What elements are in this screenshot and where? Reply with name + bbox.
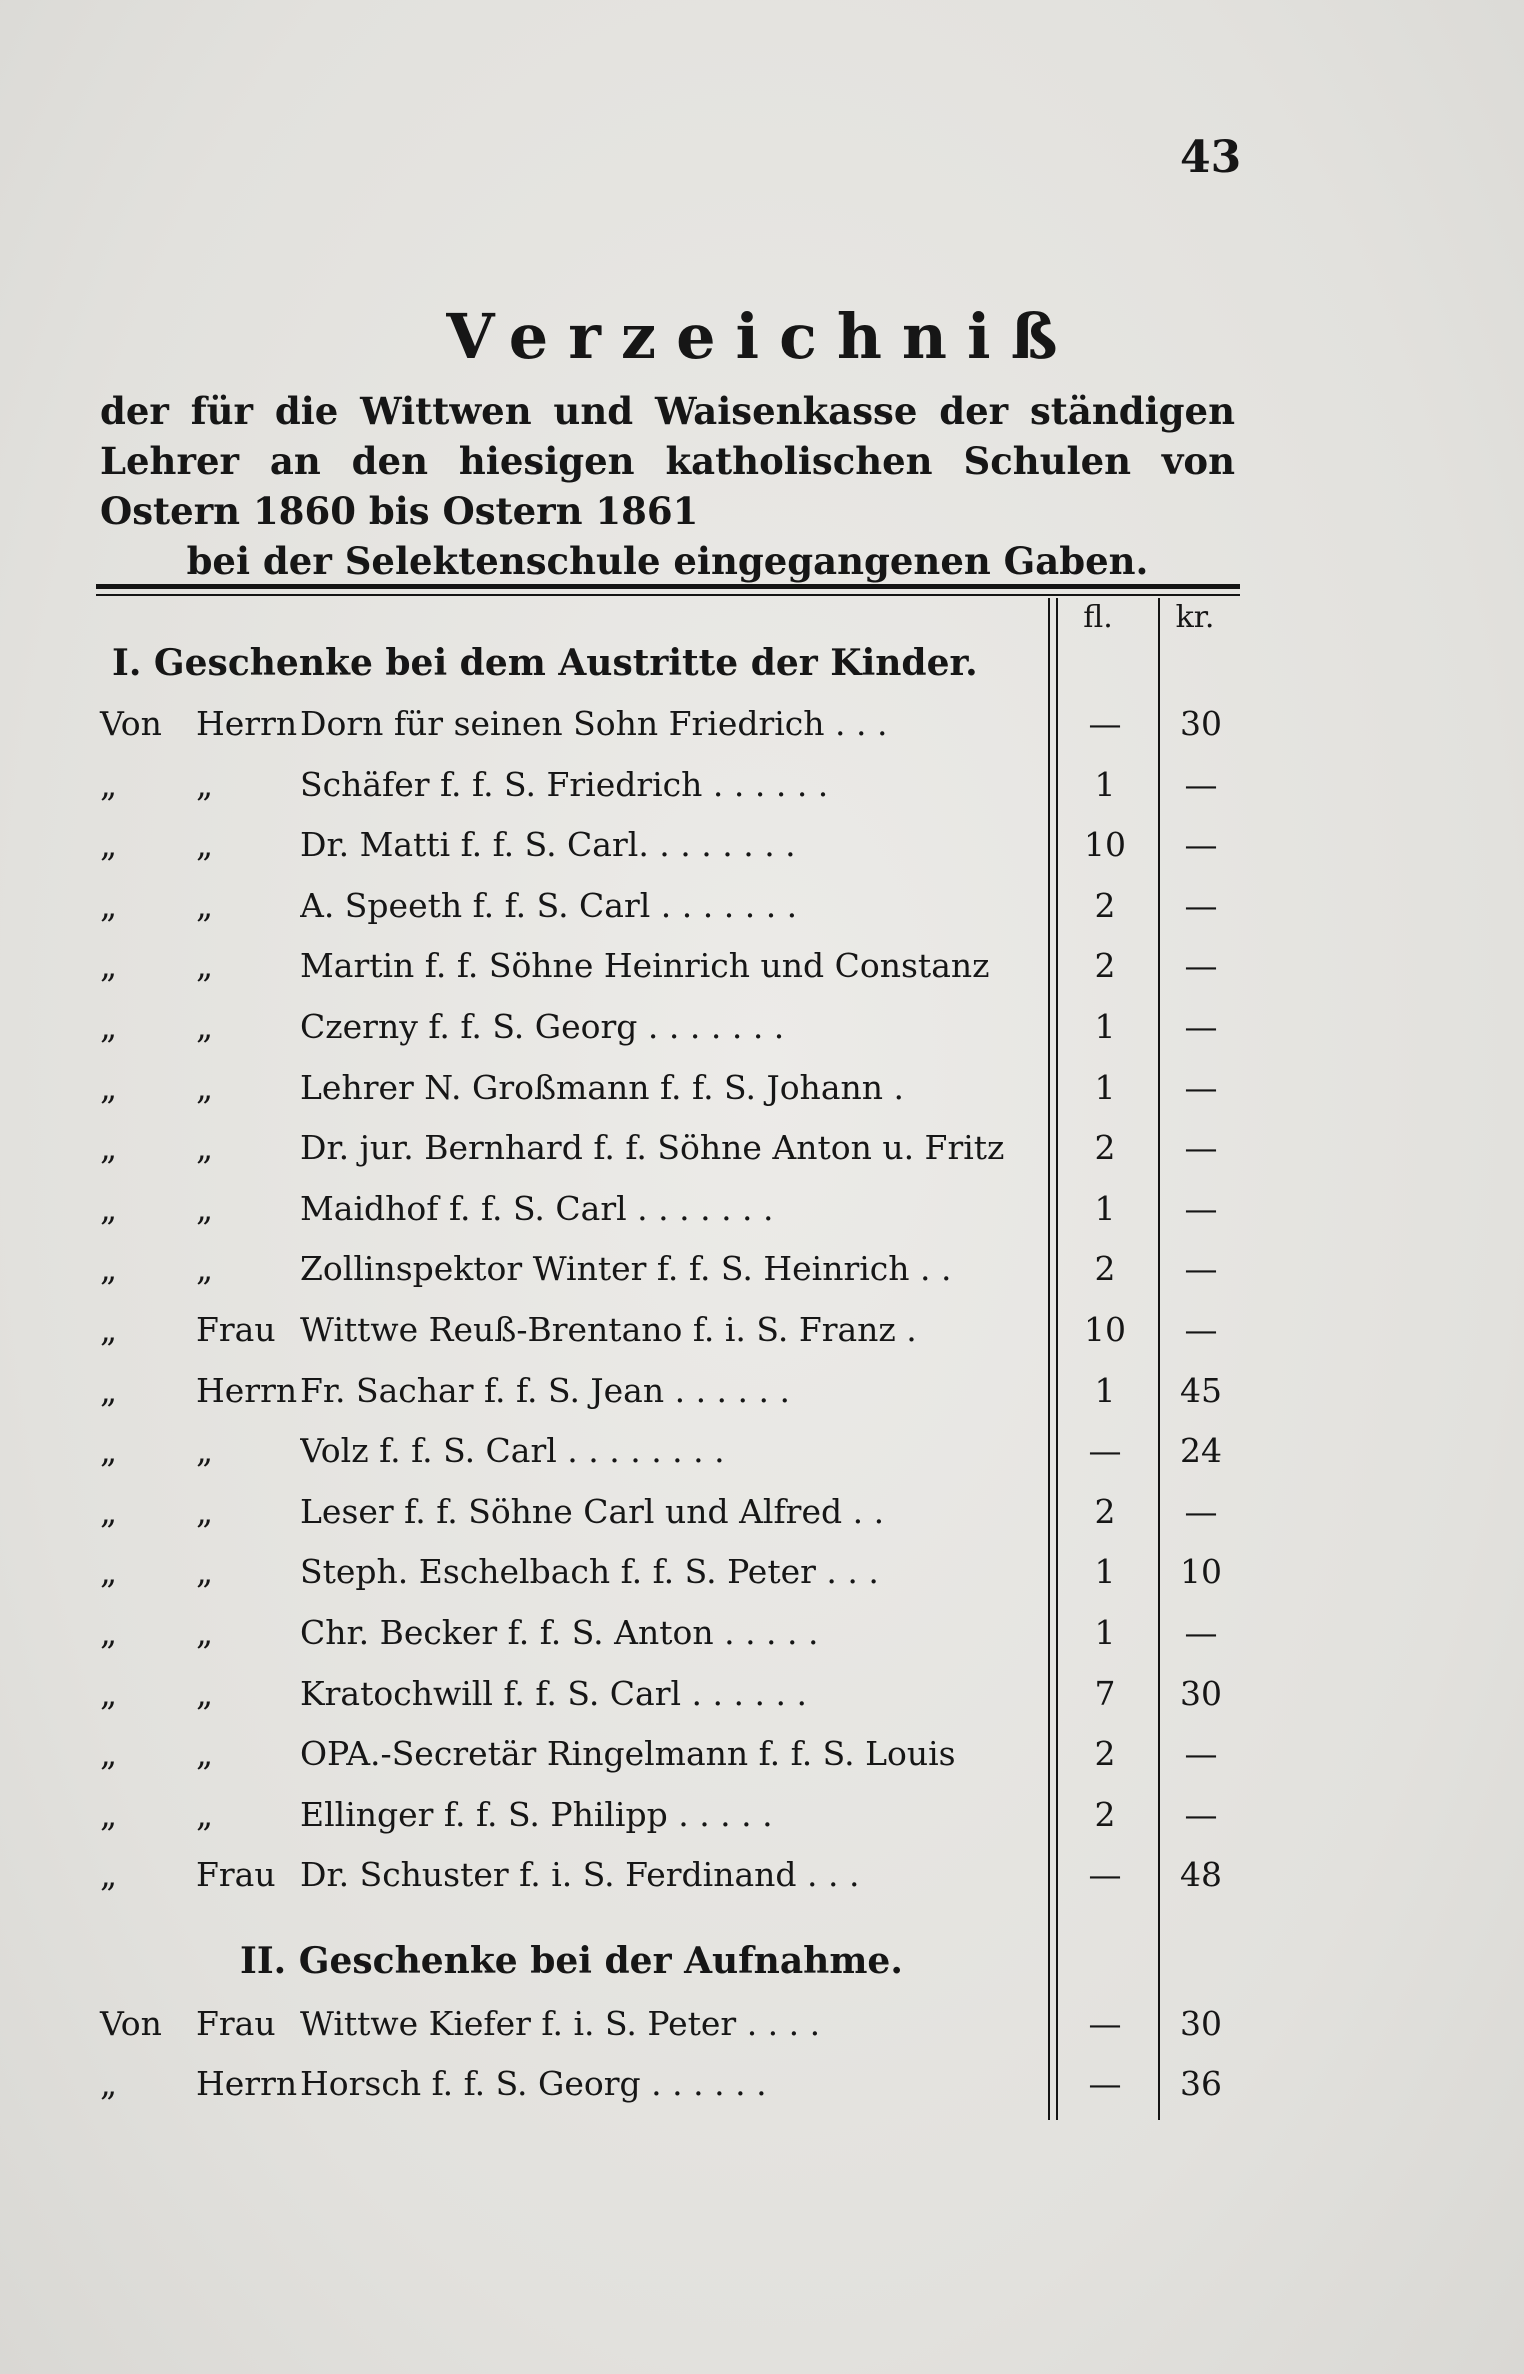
- table-row: [100, 1247, 1240, 1291]
- entry-kreuzer: —: [1184, 764, 1218, 804]
- entry-kreuzer: —: [1184, 1188, 1218, 1228]
- entry-title: „: [196, 1067, 214, 1107]
- entry-title: „: [196, 1673, 214, 1713]
- entry-prefix: Von: [100, 704, 162, 743]
- entry-description: Schäfer f. f. S. Friedrich . . . . . .: [300, 764, 829, 804]
- subtitle-line: hiesigen katholischen Schulen von Ostern 1860 bis Ostern 1861: [100, 439, 1236, 533]
- entry-description: Leser f. f. Söhne Carl und Alfred . .: [300, 1491, 885, 1531]
- column-header-kr: kr.: [1175, 600, 1215, 635]
- table-row: [100, 1490, 1240, 1534]
- table-row: [100, 1672, 1240, 1716]
- page-number: 43: [1180, 132, 1242, 183]
- entry-florin: 2: [1094, 1491, 1116, 1531]
- entry-description: Ellinger f. f. S. Philipp . . . . .: [300, 1794, 773, 1834]
- entry-kreuzer: —: [1184, 1794, 1218, 1834]
- entry-kreuzer: 30: [1180, 1673, 1222, 1713]
- entry-kreuzer: —: [1184, 1491, 1218, 1531]
- entry-prefix: „: [100, 1673, 118, 1713]
- entry-kreuzer: 45: [1180, 1370, 1222, 1410]
- entry-florin: —: [1088, 1431, 1122, 1471]
- table-row: [100, 1066, 1240, 1110]
- entry-title: Herrn: [196, 704, 298, 743]
- subtitle-line: bei der Selektenschule eingegangenen Gaben.: [186, 539, 1149, 583]
- entry-kreuzer: —: [1184, 1128, 1218, 1168]
- entry-florin: 2: [1094, 946, 1116, 986]
- entry-title: Frau: [196, 1310, 276, 1349]
- entry-prefix: „: [100, 1794, 118, 1834]
- entry-title: „: [196, 825, 214, 865]
- entry-florin: 10: [1084, 825, 1126, 865]
- entry-prefix: „: [100, 885, 118, 925]
- entry-florin: 2: [1094, 1249, 1116, 1289]
- entry-prefix: „: [100, 1007, 118, 1046]
- entry-florin: 2: [1094, 885, 1116, 925]
- table-row: [100, 1550, 1240, 1594]
- entry-description: Dorn für seinen Sohn Friedrich . . .: [300, 704, 888, 743]
- entry-description: Wittwe Reuß-Brentano f. i. S. Franz .: [300, 1310, 917, 1349]
- table-row: [100, 1126, 1240, 1170]
- entry-description: A. Speeth f. f. S. Carl . . . . . . .: [300, 885, 798, 925]
- entry-kreuzer: 30: [1180, 704, 1222, 743]
- entry-prefix: „: [100, 2064, 118, 2103]
- table-row: [100, 1793, 1240, 1837]
- entry-title: „: [196, 1734, 214, 1774]
- document-title: Verzeichniß: [446, 300, 1078, 373]
- entry-description: Chr. Becker f. f. S. Anton . . . . .: [300, 1613, 819, 1652]
- entry-description: Czerny f. f. S. Georg . . . . . . .: [300, 1007, 785, 1046]
- entry-prefix: „: [100, 825, 118, 865]
- column-header-fl: fl.: [1083, 600, 1113, 635]
- table-row: [100, 1732, 1240, 1776]
- table-row: [100, 944, 1240, 988]
- entry-kreuzer: —: [1184, 825, 1218, 865]
- entry-description: Horsch f. f. S. Georg . . . . . .: [300, 2064, 767, 2103]
- entry-kreuzer: 10: [1180, 1552, 1222, 1592]
- entry-title: Herrn: [196, 2064, 298, 2103]
- entry-kreuzer: 30: [1180, 2004, 1222, 2043]
- table-row: [100, 702, 1240, 746]
- section-heading: II. Geschenke bei der Aufnahme.: [240, 1940, 903, 1982]
- entry-title: „: [196, 1188, 214, 1228]
- entry-prefix: „: [100, 764, 118, 804]
- entry-description: Dr. Schuster f. i. S. Ferdinand . . .: [300, 1855, 860, 1895]
- entry-description: Kratochwill f. f. S. Carl . . . . . .: [300, 1673, 807, 1713]
- entry-prefix: „: [100, 1188, 118, 1228]
- entry-kreuzer: —: [1184, 1007, 1218, 1046]
- entry-prefix: „: [100, 1370, 118, 1410]
- entry-florin: —: [1088, 2004, 1122, 2043]
- entry-kreuzer: 36: [1180, 2064, 1222, 2103]
- entry-prefix: „: [100, 1613, 118, 1652]
- entry-kreuzer: —: [1184, 1310, 1218, 1349]
- entry-florin: 1: [1094, 764, 1116, 804]
- entry-florin: —: [1088, 704, 1122, 743]
- entry-florin: 2: [1094, 1128, 1116, 1168]
- document-subtitle: [100, 386, 1235, 586]
- table-row: [100, 1853, 1240, 1897]
- entry-florin: 1: [1094, 1552, 1116, 1592]
- entry-description: Fr. Sachar f. f. S. Jean . . . . . .: [300, 1370, 790, 1410]
- entry-florin: —: [1088, 1855, 1122, 1895]
- table-row: [100, 1611, 1240, 1655]
- entry-prefix: „: [100, 1067, 118, 1107]
- entry-title: „: [196, 946, 214, 986]
- entry-kreuzer: —: [1184, 1067, 1218, 1107]
- entry-florin: 7: [1094, 1673, 1116, 1713]
- entry-prefix: „: [100, 1249, 118, 1289]
- entry-kreuzer: —: [1184, 1734, 1218, 1774]
- table-row: [100, 1369, 1240, 1413]
- entry-description: Volz f. f. S. Carl . . . . . . . .: [300, 1431, 725, 1471]
- entry-title: „: [196, 1249, 214, 1289]
- entry-title: Frau: [196, 1855, 276, 1895]
- entry-description: Martin f. f. Söhne Heinrich und Constanz: [300, 946, 990, 986]
- subtitle-line: der für die Wittwen und Waisenkasse der ständigen Lehrer an den: [100, 389, 1235, 483]
- entry-title: „: [196, 1613, 214, 1652]
- entry-kreuzer: 24: [1180, 1431, 1222, 1471]
- entry-prefix: „: [100, 1734, 118, 1774]
- entry-title: „: [196, 1431, 214, 1471]
- entry-title: „: [196, 1794, 214, 1834]
- table-row: [100, 823, 1240, 867]
- entry-description: OPA.-Secretär Ringelmann f. f. S. Louis: [300, 1734, 956, 1774]
- entry-title: „: [196, 1128, 214, 1168]
- entry-prefix: Von: [100, 2004, 162, 2043]
- table-row: [100, 884, 1240, 928]
- entry-title: Frau: [196, 2004, 276, 2043]
- entry-prefix: „: [100, 1431, 118, 1471]
- entry-florin: 1: [1094, 1007, 1116, 1046]
- entry-title: Herrn: [196, 1370, 298, 1410]
- entry-description: Lehrer N. Großmann f. f. S. Johann .: [300, 1067, 904, 1107]
- entry-prefix: „: [100, 1310, 118, 1349]
- table-row: [100, 763, 1240, 807]
- entry-title: „: [196, 1007, 214, 1046]
- entry-title: „: [196, 885, 214, 925]
- entry-florin: —: [1088, 2064, 1122, 2103]
- table-row: [100, 1429, 1240, 1473]
- entry-florin: 1: [1094, 1188, 1116, 1228]
- entry-prefix: „: [100, 1491, 118, 1531]
- table-row: [100, 2062, 1240, 2106]
- entry-kreuzer: 48: [1180, 1855, 1222, 1895]
- entry-description: Dr. jur. Bernhard f. f. Söhne Anton u. Fritz: [300, 1128, 1005, 1168]
- entry-title: „: [196, 1552, 214, 1592]
- entry-prefix: „: [100, 946, 118, 986]
- header-rule-thin: [96, 594, 1240, 596]
- entry-kreuzer: —: [1184, 1249, 1218, 1289]
- entry-description: Wittwe Kiefer f. i. S. Peter . . . .: [300, 2004, 821, 2043]
- entry-kreuzer: —: [1184, 946, 1218, 986]
- entry-kreuzer: —: [1184, 885, 1218, 925]
- entry-prefix: „: [100, 1855, 118, 1895]
- entry-title: „: [196, 1491, 214, 1531]
- table-row: [100, 1187, 1240, 1231]
- entry-florin: 2: [1094, 1734, 1116, 1774]
- table-row: [100, 1308, 1240, 1352]
- entry-description: Zollinspektor Winter f. f. S. Heinrich . .: [300, 1249, 952, 1289]
- entry-prefix: „: [100, 1128, 118, 1168]
- entry-title: „: [196, 764, 214, 804]
- entry-florin: 10: [1084, 1310, 1126, 1349]
- entry-kreuzer: —: [1184, 1613, 1218, 1652]
- section-heading: I. Geschenke bei dem Austritte der Kinder.: [112, 642, 978, 684]
- entry-description: Maidhof f. f. S. Carl . . . . . . .: [300, 1188, 774, 1228]
- table-row: [100, 1005, 1240, 1049]
- table-row: [100, 2002, 1240, 2046]
- entry-florin: 1: [1094, 1370, 1116, 1410]
- entry-prefix: „: [100, 1552, 118, 1592]
- entry-description: Dr. Matti f. f. S. Carl. . . . . . . .: [300, 825, 796, 865]
- entry-florin: 1: [1094, 1067, 1116, 1107]
- entry-florin: 1: [1094, 1613, 1116, 1652]
- header-rule-thick: [96, 584, 1240, 589]
- entry-description: Steph. Eschelbach f. f. S. Peter . . .: [300, 1552, 879, 1592]
- entry-florin: 2: [1094, 1794, 1116, 1834]
